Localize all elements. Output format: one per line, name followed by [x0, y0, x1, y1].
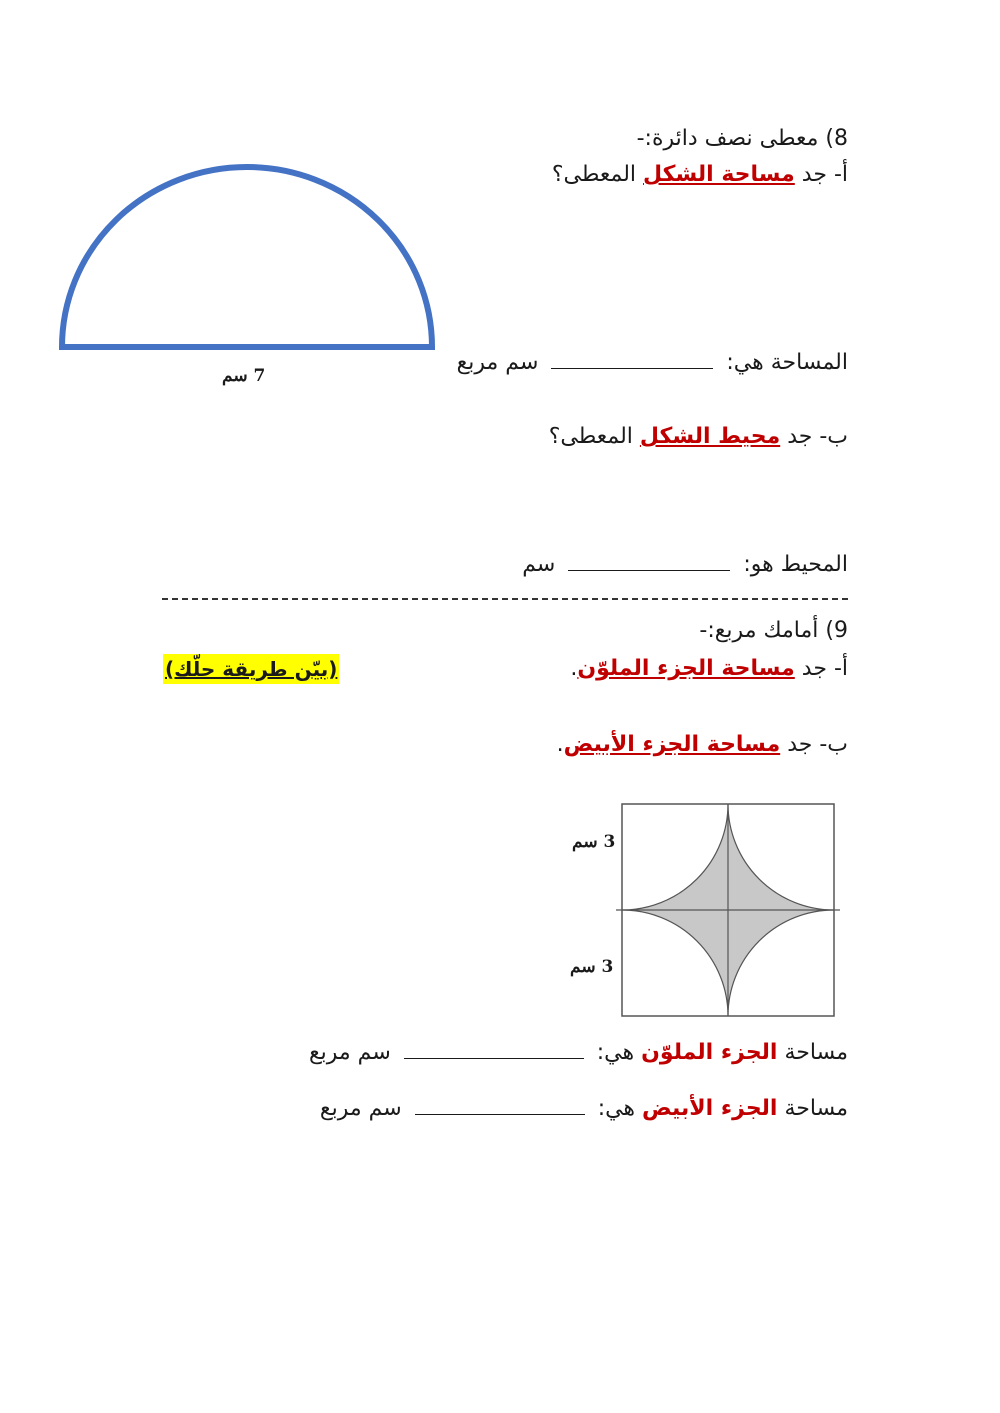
q8-a-suffix: المعطى؟: [551, 162, 637, 187]
q9-ans1-highlight: الجزء الملوّن: [641, 1040, 778, 1065]
q9-shaded-blank[interactable]: [404, 1036, 584, 1059]
q9-b-prefix: ب- جد: [787, 732, 848, 757]
q8-b-highlight: محيط الشكل: [639, 424, 781, 449]
diameter-label: 7 سم: [222, 366, 266, 386]
show-work-note: (بيّن طريقة حلّك): [163, 654, 339, 684]
q8-a-highlight: مساحة الشكل: [643, 162, 795, 187]
q9-ans1-label: هي:: [596, 1040, 635, 1065]
q9-a-suffix: .: [570, 656, 578, 681]
q8-perimeter-label: المحيط هو:: [743, 552, 848, 577]
q9-ans2-prefix: مساحة: [784, 1096, 848, 1121]
q9-ans2-highlight: الجزء الأبيض: [642, 1096, 778, 1121]
q9-white-blank[interactable]: [415, 1092, 585, 1115]
q9-a-prefix: أ- جد: [801, 656, 848, 681]
dimension-top-label: 3 سم: [572, 832, 616, 852]
q8-a-prefix: أ- جد: [801, 162, 848, 187]
q8-b-suffix: المعطى؟: [548, 424, 633, 449]
q9-shaded-answer: [309, 1036, 848, 1068]
q9-b-highlight: مساحة الجزء الأبيض: [563, 732, 781, 757]
q8-area-unit: سم مربع: [456, 350, 539, 375]
q9-number: 9): [825, 618, 848, 643]
q8-area-label: المساحة هي:: [726, 350, 848, 375]
q9-ans1-unit: سم مربع: [308, 1040, 391, 1065]
q9-white-answer: [320, 1092, 848, 1124]
q9-a-highlight: مساحة الجزء الملوّن: [577, 656, 795, 681]
q8-number: 8): [825, 126, 848, 151]
q9-b-suffix: .: [556, 732, 564, 757]
q9-heading-text: أمامك مربع:-: [699, 618, 819, 643]
q9-ans2-label: هي:: [597, 1096, 636, 1121]
q8-b-prefix: ب- جد: [787, 424, 848, 449]
q9-ans1-prefix: مساحة: [784, 1040, 848, 1065]
dimension-bottom-label: 3 سم: [570, 957, 614, 977]
q9-ans2-unit: سم مربع: [319, 1096, 402, 1121]
q8-perimeter-unit: سم: [522, 552, 556, 577]
q8-heading-text: معطى نصف دائرة:-: [636, 126, 819, 151]
